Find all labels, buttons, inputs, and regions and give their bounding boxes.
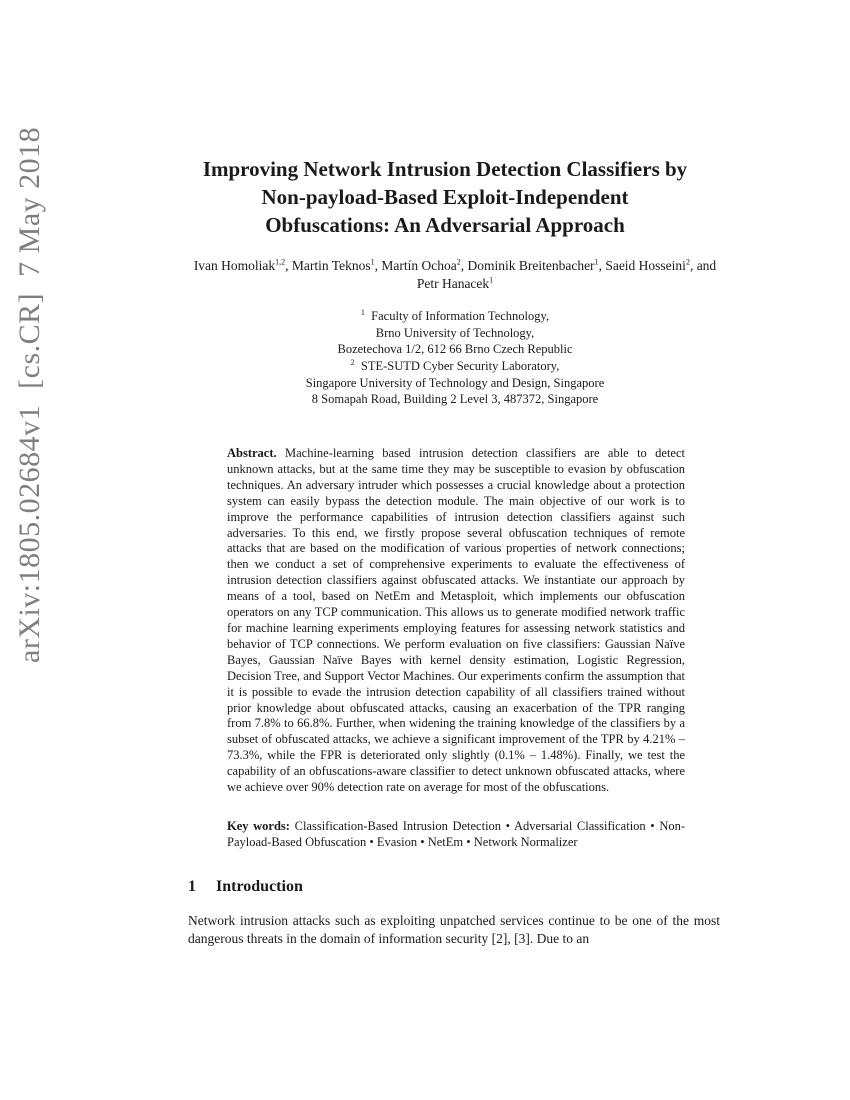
keywords-text: Classification-Based Intrusion Detection • Adversarial Classification • Non-Payload-Based Obfuscation • Evasion • NetEm • Network Normalizer <box>227 819 686 849</box>
author: Martín Ochoa <box>381 258 457 273</box>
section-number: 1 <box>188 878 196 895</box>
arxiv-stamp <box>13 111 47 663</box>
abstract-text: Machine-learning based intrusion detection classifiers are able to detect unknown attacks, but at the same time they may be susceptible to evasion by obfuscation techniques. An adversary intruder which possesses a crucial knowledge about a protection system can easily bypass the detection module. The main objective of our work is to improve the performance capabilities of intrusion detection classifiers against such adversaries. To this end, we firstly propose several obfuscation techniques of remote attacks that are based on the modification of various properties of network connections; then we conduct a set of comprehensive experiments to evaluate the effectiveness of intrusion detection classifiers against obfuscated attacks. We instantiate our approach by means of a tool, based on NetEm and Metasploit, which implements our obfuscation operators on any TCP communication. This allows us to generate modified network traffic for machine learning experiments employing features for assessing network statistics and behavior of TCP connections. We perform evaluation on five classifiers: Gaussian Naïve Bayes, Gaussian Naïve Bayes with kernel density estimation, Logistic Regression, Decision Tree, and Support Vector Machines. Our experiments confirm the assumption that it is possible to evade the intrusion detection capability of all classifiers trained without prior knowledge about obfuscated attacks, causing an exacerbation of the TPR ranging from 7.8% to 66.8%. Further, when widening the training knowledge of the classifiers by a subset of obfuscated attacks, we achieve a significant improvement of the TPR by 4.21% – 73.3%, while the FPR is deteriorated only slightly (0.1% – 1.48%). Finally, we test the capability of an obfuscations-aware classifier to detect unknown obfuscated attacks, where we achieve over 90% detection rate on average for most of the obfuscations. <box>227 446 685 795</box>
affiliation-1: $^1$ Faculty of Information Technology, Brno University of Technology, Bozetechova 1/2, 612 66 Brno Czech Republic <box>337 307 573 356</box>
author-list: Ivan Homoliak$^{1,2}$, Martin Teknos$^1$, Martín Ochoa$^2$, Dominik Breitenbacher$^1$, Saeid Hosseini$^2$, and Petr Hanacek$^1$ <box>193 257 717 291</box>
section-title: Introduction <box>216 878 303 895</box>
author: Saeid Hosseini <box>605 258 686 273</box>
title-line: Improving Network Intrusion Detection Classifiers by <box>202 157 688 181</box>
author: Ivan Homoliak <box>193 258 276 273</box>
author: Martin Teknos <box>291 258 371 273</box>
affiliation-2: $^2$ STE-SUTD Cyber Security Laboratory, Singapore University of Technology and Design, Singapore 8 Somapah Road, Building 2 Level 3, 487372, Singapore <box>305 357 605 406</box>
title-line: Obfuscations: An Adversarial Approach <box>265 213 625 237</box>
author: Petr Hanacek <box>416 276 490 291</box>
keywords <box>227 818 685 850</box>
abstract <box>227 446 685 796</box>
section-heading <box>188 878 303 896</box>
paper-title <box>150 155 740 239</box>
title-line: Non-payload-Based Exploit-Independent <box>261 185 629 209</box>
author: Dominik Breitenbacher <box>467 258 595 273</box>
arxiv-id: arXiv:1805.02684v1 <box>13 404 46 663</box>
arxiv-date: 7 May 2018 <box>13 126 46 277</box>
keywords-label: Key words: <box>227 819 290 833</box>
arxiv-category: [cs.CR] <box>13 292 46 389</box>
intro-paragraph: Network intrusion attacks such as exploiting unpatched services continue to be one of the most dangerous threats in the domain of information security [2], [3]. Due to an <box>188 913 720 946</box>
abstract-label: Abstract. <box>227 446 277 460</box>
